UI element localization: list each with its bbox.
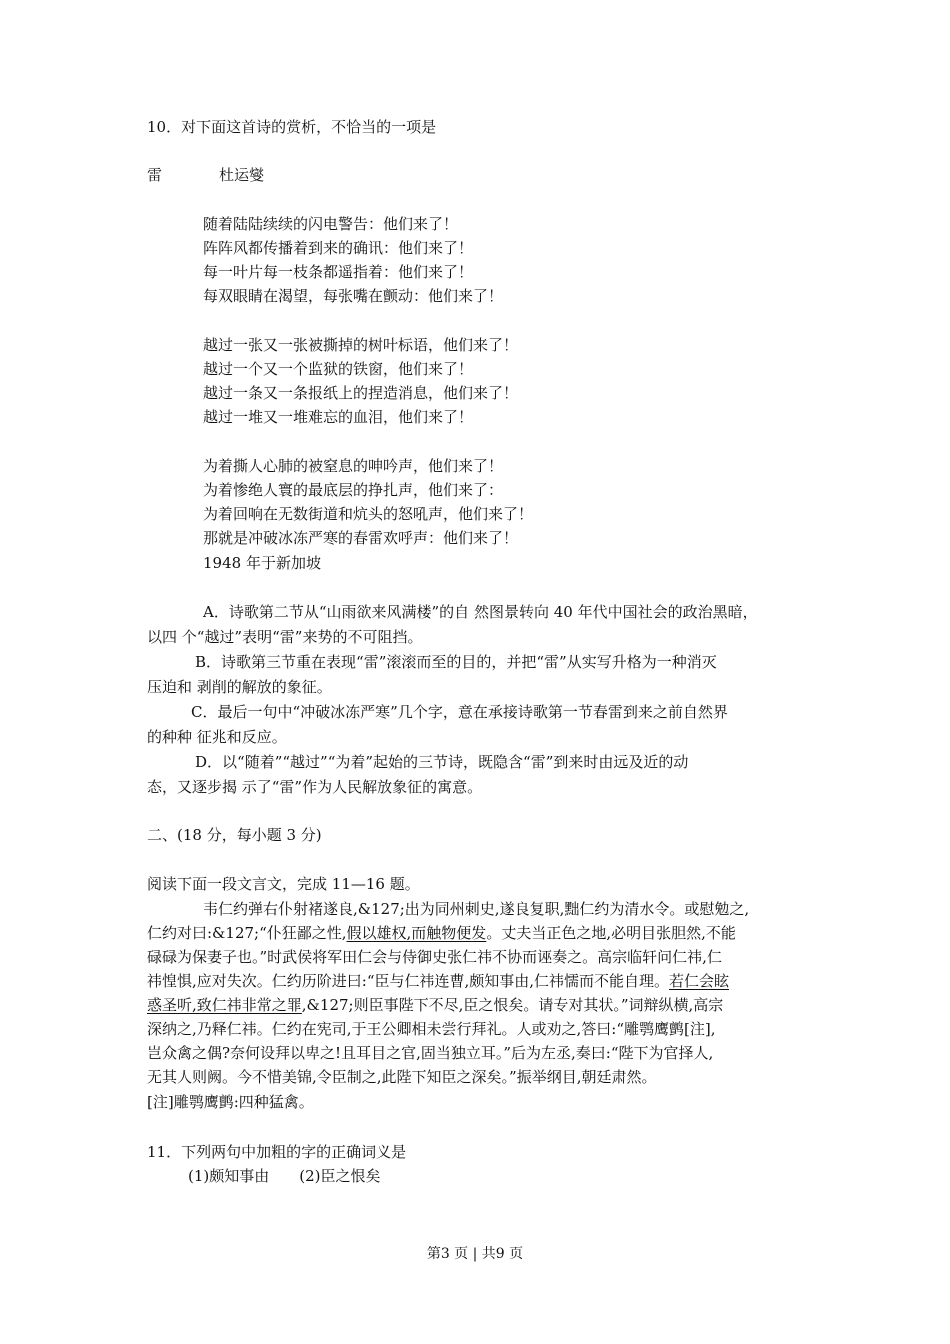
poem-line: 为着撕人心肺的被窒息的呻吟声，他们来了！ xyxy=(203,457,504,475)
q11-stem: 11．下列两句中加粗的字的正确词义是 xyxy=(147,1143,407,1161)
poem-line: 那就是冲破冰冻严寒的春雷欢呼声：他们来了！ xyxy=(203,529,519,547)
passage-line: 岂众禽之偶?奈何设拜以卑之!且耳目之官,固当独立耳。”后为左丞,奏曰:“陛下为官择人, xyxy=(147,1044,714,1062)
poem-line: 阵阵风都传播着到来的确讯：他们来了！ xyxy=(203,239,474,257)
underlined-phrase: 惑圣听,致仁祎非常之罪 xyxy=(147,996,302,1014)
option-c-cont: 的种种 征兆和反应。 xyxy=(147,728,287,746)
option-a: A．诗歌第二节从“山雨欲来风满楼”的自 然图景转向 40 年代中国社会的政治黑暗， xyxy=(203,603,758,621)
passage-line: 无其人则阙。今不惜美锦,令臣制之,此陛下知臣之深矣。”振举纲目,朝廷肃然。 xyxy=(147,1068,657,1086)
poem-line: 越过一张又一张被撕掉的树叶标语，他们来了！ xyxy=(203,336,519,354)
passage-line: 祎惶惧,应对失次。仁约历阶进曰:“臣与仁祎连曹,颇知事由,仁祎懦而不能自理。若仁会眩 xyxy=(147,972,730,990)
option-d: D．以“随着”“越过”“为着”起始的三节诗，既隐含“雷”到来时由远及近的动 xyxy=(195,753,689,771)
page-footer: 第3 页 | 共9 页 xyxy=(426,1246,524,1262)
q11-items: (1)颇知事由 (2)臣之恨矣 xyxy=(188,1167,381,1185)
passage-note: [注]雕鹗鹰鹯:四种猛禽。 xyxy=(147,1093,314,1111)
q10-stem: 10．对下面这首诗的赏析，不恰当的一项是 xyxy=(147,118,437,136)
poem-line: 为着回响在无数街道和炕头的怒吼声，他们来了！ xyxy=(203,505,534,523)
poem-line: 每一叶片每一枝条都遥指着：他们来了！ xyxy=(203,263,474,281)
passage-line: 碌碌为保妻子也。”时武侯将军田仁会与侍御史张仁祎不协而诬奏之。高宗临轩问仁祎,仁 xyxy=(147,948,722,966)
underlined-phrase: 若仁会眩 xyxy=(669,972,730,990)
poem-line: 随着陆陆续续的闪电警告：他们来了！ xyxy=(203,215,459,233)
poem-line: 为着惨绝人寰的最底层的挣扎声，他们来了： xyxy=(203,481,504,499)
option-b-cont: 压迫和 剥削的解放的象征。 xyxy=(147,678,332,696)
option-d-cont: 态，又逐步揭 示了“雷”作为人民解放象征的寓意。 xyxy=(147,778,483,796)
underlined-phrase: 假以雄权,而触物便发 xyxy=(346,924,487,942)
option-c: C．最后一句中“冲破冰冻严寒”几个字，意在承接诗歌第一节春雷到来之前自然界 xyxy=(191,703,728,721)
passage-line: 深纳之,乃释仁祎。仁约在宪司,于王公卿相未尝行拜礼。人或劝之,答曰:“雕鹗鹰鹯[注], xyxy=(147,1020,716,1038)
section-heading: 二、(18 分，每小题 3 分) xyxy=(147,826,322,844)
poem-date: 1948 年于新加坡 xyxy=(203,554,321,572)
option-a-cont: 以四 个“越过”表明“雷”来势的不可阻挡。 xyxy=(147,628,423,646)
poem-line: 越过一个又一个监狱的铁窗，他们来了！ xyxy=(203,360,474,378)
poem-line: 每双眼睛在渴望，每张嘴在颤动：他们来了！ xyxy=(203,287,504,305)
passage-line: 仁约对曰:&127;“仆狂鄙之性,假以雄权,而触物便发。丈夫当正色之地,必明目张胆然,不能 xyxy=(147,924,736,942)
poem-title: 雷 xyxy=(147,166,163,184)
poem-line: 越过一条又一条报纸上的捏造消息，他们来了！ xyxy=(203,384,519,402)
passage-line: 韦仁约弹右仆射褚遂良,&127;出为同州刺史,遂良复职,黜仁约为清水令。或慰勉之, xyxy=(203,900,750,918)
passage-intro: 阅读下面一段文言文，完成 11—16 题。 xyxy=(147,875,420,893)
option-b: B．诗歌第三节重在表现“雷”滚滚而至的目的，并把“雷”从实写升格为一种消灭 xyxy=(195,653,717,671)
passage-line: 惑圣听,致仁祎非常之罪,&127;则臣事陛下不尽,臣之恨矣。请专对其状。”词辩纵横,高宗 xyxy=(147,996,724,1014)
poem-author: 杜运燮 xyxy=(219,166,265,184)
poem-line: 越过一堆又一堆难忘的血泪，他们来了！ xyxy=(203,408,474,426)
